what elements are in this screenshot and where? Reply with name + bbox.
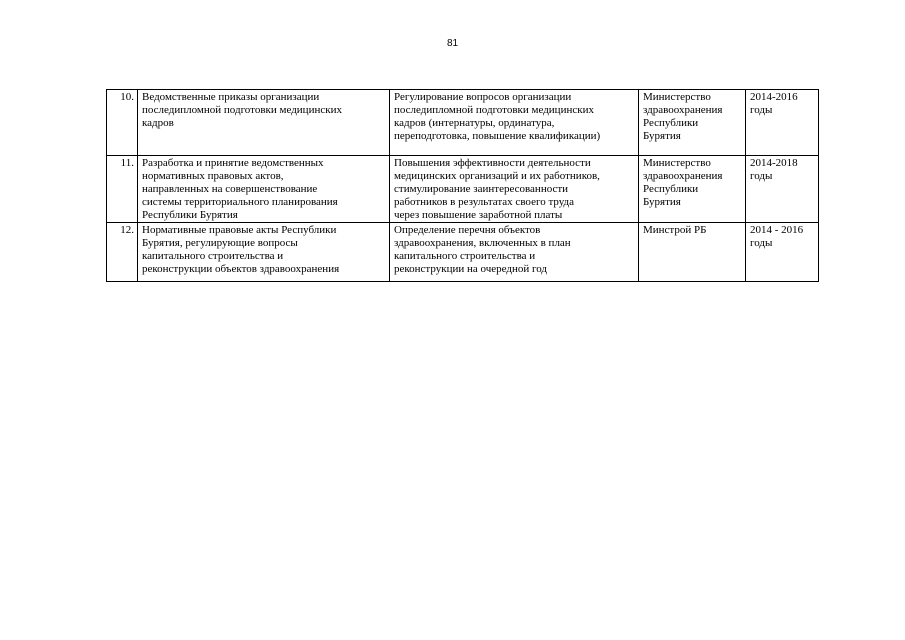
implementation-period: 2014-2018 годы: [746, 156, 819, 223]
table-row: [107, 156, 819, 223]
table-row: [107, 223, 819, 282]
measure-description: Регулирование вопросов организации последипломной подготовки медицинских кадров (интернатуры, ординатура, переподготовка, повышение квалификации): [390, 90, 639, 156]
implementation-period: 2014-2016 годы: [746, 90, 819, 156]
implementation-period: 2014 - 2016 годы: [746, 223, 819, 282]
measure-description: Повышения эффективности деятельности медицинских организаций и их работников, стимулирование заинтересованности работников в результатах своего труда через повышение заработной платы: [390, 156, 639, 223]
row-number: 12.: [107, 223, 138, 282]
measures-table: [106, 89, 819, 282]
measure-name: Разработка и принятие ведомственных нормативных правовых актов, направленных на совершенствование системы территориального планирования Республики Бурятия: [138, 156, 390, 223]
responsible-executor: Минстрой РБ: [639, 223, 746, 282]
measure-name: Ведомственные приказы организации последипломной подготовки медицинских кадров: [138, 90, 390, 156]
table-row: [107, 90, 819, 156]
measure-name: Нормативные правовые акты Республики Бурятия, регулирующие вопросы капитального строительства и реконструкции объектов здравоохранения: [138, 223, 390, 282]
responsible-executor: Министерство здравоохранения Республики Бурятия: [639, 90, 746, 156]
responsible-executor: Министерство здравоохранения Республики Бурятия: [639, 156, 746, 223]
page-number: 81: [446, 38, 459, 49]
row-number: 11.: [107, 156, 138, 223]
measure-description: Определение перечня объектов здравоохранения, включенных в план капитального строительства и реконструкции на очередной год: [390, 223, 639, 282]
row-number: 10.: [107, 90, 138, 156]
